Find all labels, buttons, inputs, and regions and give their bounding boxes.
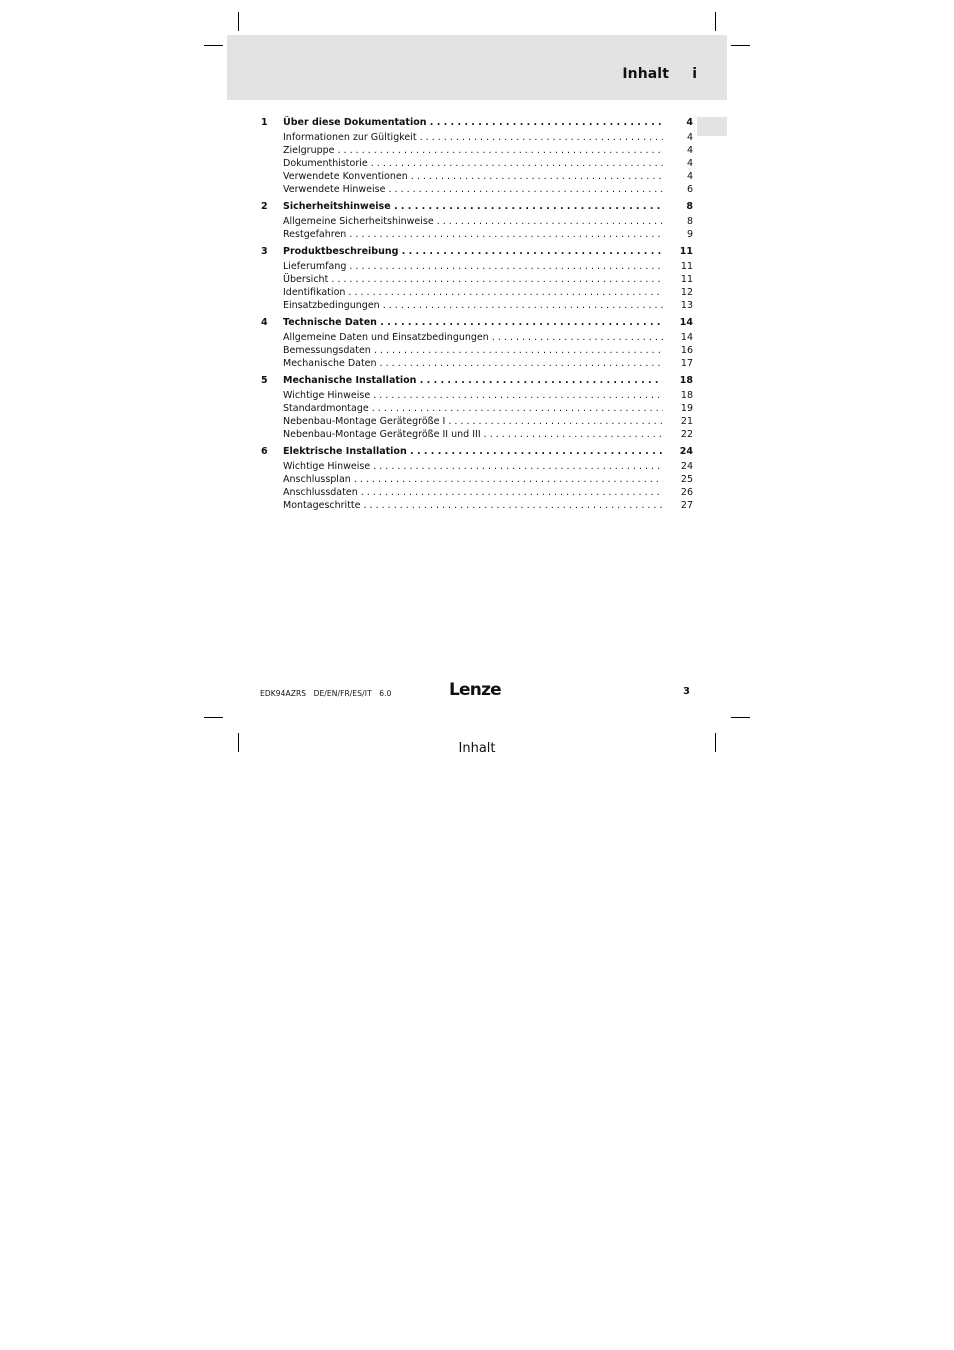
crop-mark <box>731 45 750 46</box>
toc-entry-title: Lieferumfang . . . <box>283 260 663 273</box>
toc-entry-title: Wichtige Hinweise . . . <box>283 460 663 473</box>
toc-entry-page: 24 <box>680 461 693 472</box>
toc-chapter-title: Produktbeschreibung . . . <box>283 245 663 258</box>
toc-entry-page: 19 <box>680 403 693 414</box>
toc-entry[interactable] <box>261 215 693 228</box>
toc-entry[interactable] <box>261 157 693 170</box>
toc-chapter-heading[interactable] <box>261 445 693 458</box>
toc-chapter-page: 24 <box>679 446 693 457</box>
toc-entry[interactable] <box>261 170 693 183</box>
toc-entry-title: Identifikation . . . <box>283 286 663 299</box>
toc-entry-title: Bemessungsdaten . . . <box>283 344 663 357</box>
toc-entry-title: Mechanische Daten . . . <box>283 357 663 370</box>
toc-entry-title: Übersicht . . . <box>283 273 663 286</box>
toc-entry-title: Einsatzbedingungen . . . <box>283 299 663 312</box>
header-band <box>227 35 727 100</box>
toc-entry-title: Dokumenthistorie . . . <box>283 157 663 170</box>
toc-entry-page: 22 <box>680 429 693 440</box>
toc-chapter-number: 3 <box>261 246 268 257</box>
toc-chapter-heading[interactable] <box>261 200 693 213</box>
toc-entry[interactable] <box>261 183 693 196</box>
toc-entry-title: Verwendete Hinweise . . . <box>283 183 663 196</box>
toc-chapter-heading[interactable] <box>261 374 693 387</box>
toc-entry-page: 18 <box>680 390 693 401</box>
image-caption: Inhalt <box>458 741 496 756</box>
info-icon: i <box>692 66 697 82</box>
toc-chapter-title: Sicherheitshinweise . . . <box>283 200 663 213</box>
toc-entry[interactable] <box>261 428 693 441</box>
toc-chapter-page: 11 <box>679 246 693 257</box>
toc-entry-title: Anschlussplan . . . <box>283 473 663 486</box>
toc-chapter-heading[interactable] <box>261 316 693 329</box>
toc-entry-title: Anschlussdaten . . . <box>283 486 663 499</box>
toc-entry-page: 4 <box>686 158 693 169</box>
toc-entry[interactable] <box>261 486 693 499</box>
toc-entry[interactable] <box>261 473 693 486</box>
toc-entry-page: 11 <box>680 261 693 272</box>
toc-entry[interactable] <box>261 357 693 370</box>
toc-entry-page: 17 <box>680 358 693 369</box>
toc-chapter-page: 18 <box>679 375 693 386</box>
toc-chapter-number: 2 <box>261 201 268 212</box>
toc-entry-page: 11 <box>680 274 693 285</box>
toc-entry-page: 4 <box>686 145 693 156</box>
crop-mark <box>204 45 223 46</box>
toc-chapter-title: Elektrische Installation . . . <box>283 445 663 458</box>
toc-chapter-heading[interactable] <box>261 116 693 129</box>
toc-entry[interactable] <box>261 402 693 415</box>
crop-mark <box>204 717 223 718</box>
toc-entry-page: 27 <box>680 500 693 511</box>
lenze-logo: Lenze <box>449 680 501 700</box>
toc-entry[interactable] <box>261 144 693 157</box>
toc-entry-title: Allgemeine Sicherheitshinweise . . . <box>283 215 663 228</box>
toc-entry[interactable] <box>261 131 693 144</box>
toc-entry-page: 9 <box>686 229 693 240</box>
toc-entry-page: 26 <box>680 487 693 498</box>
toc-entry[interactable] <box>261 286 693 299</box>
toc-entry[interactable] <box>261 299 693 312</box>
toc-entry-page: 13 <box>680 300 693 311</box>
toc-chapter <box>261 116 693 196</box>
toc-entry[interactable] <box>261 260 693 273</box>
toc-chapter-page: 14 <box>679 317 693 328</box>
toc-entry[interactable] <box>261 273 693 286</box>
toc-chapter-number: 6 <box>261 446 268 457</box>
toc-chapter <box>261 445 693 512</box>
toc-chapter-page: 4 <box>686 117 693 128</box>
toc-entry-title: Verwendete Konventionen . . . <box>283 170 663 183</box>
toc-chapter-title: Technische Daten . . . <box>283 316 663 329</box>
toc-entry-title: Montageschritte . . . <box>283 499 663 512</box>
toc-entry[interactable] <box>261 389 693 402</box>
toc-entry[interactable] <box>261 499 693 512</box>
table-of-contents <box>261 116 693 516</box>
crop-mark <box>715 12 716 31</box>
toc-chapter <box>261 245 693 312</box>
toc-chapter-number: 1 <box>261 117 268 128</box>
toc-entry-title: Allgemeine Daten und Einsatzbedingungen . . . <box>283 331 663 344</box>
toc-chapter-number: 4 <box>261 317 268 328</box>
toc-entry-title: Nebenbau-Montage Gerätegröße II und III . . . <box>283 428 663 441</box>
crop-mark <box>731 717 750 718</box>
toc-chapter <box>261 316 693 370</box>
toc-entry-title: Restgefahren . . . <box>283 228 663 241</box>
toc-chapter-title: Mechanische Installation . . . <box>283 374 663 387</box>
toc-entry-page: 4 <box>686 171 693 182</box>
toc-entry-page: 6 <box>686 184 693 195</box>
toc-entry-page: 14 <box>680 332 693 343</box>
toc-entry-page: 25 <box>680 474 693 485</box>
toc-entry-page: 21 <box>680 416 693 427</box>
toc-entry[interactable] <box>261 228 693 241</box>
crop-mark <box>238 12 239 31</box>
toc-entry[interactable] <box>261 415 693 428</box>
toc-entry-title: Zielgruppe . . . <box>283 144 663 157</box>
toc-entry-title: Informationen zur Gültigkeit . . . <box>283 131 663 144</box>
toc-entry-title: Nebenbau-Montage Gerätegröße I . . . <box>283 415 663 428</box>
toc-entry[interactable] <box>261 344 693 357</box>
toc-chapter <box>261 374 693 441</box>
document-code: EDK94AZRS DE/EN/FR/ES/IT 6.0 <box>260 689 392 698</box>
toc-entry-page: 12 <box>680 287 693 298</box>
toc-chapter <box>261 200 693 241</box>
toc-entry[interactable] <box>261 331 693 344</box>
toc-chapter-title: Über diese Dokumentation . . . <box>283 116 663 129</box>
page-title: Inhalt <box>622 66 669 82</box>
toc-chapter-number: 5 <box>261 375 268 386</box>
chapter-tab-marker <box>697 117 727 136</box>
toc-entry-page: 16 <box>680 345 693 356</box>
toc-chapter-page: 8 <box>686 201 693 212</box>
toc-entry-page: 4 <box>686 132 693 143</box>
toc-entry-title: Standardmontage . . . <box>283 402 663 415</box>
toc-chapter-heading[interactable] <box>261 245 693 258</box>
toc-entry-page: 8 <box>686 216 693 227</box>
page-number: 3 <box>683 686 690 697</box>
toc-entry-title: Wichtige Hinweise . . . <box>283 389 663 402</box>
toc-entry[interactable] <box>261 460 693 473</box>
